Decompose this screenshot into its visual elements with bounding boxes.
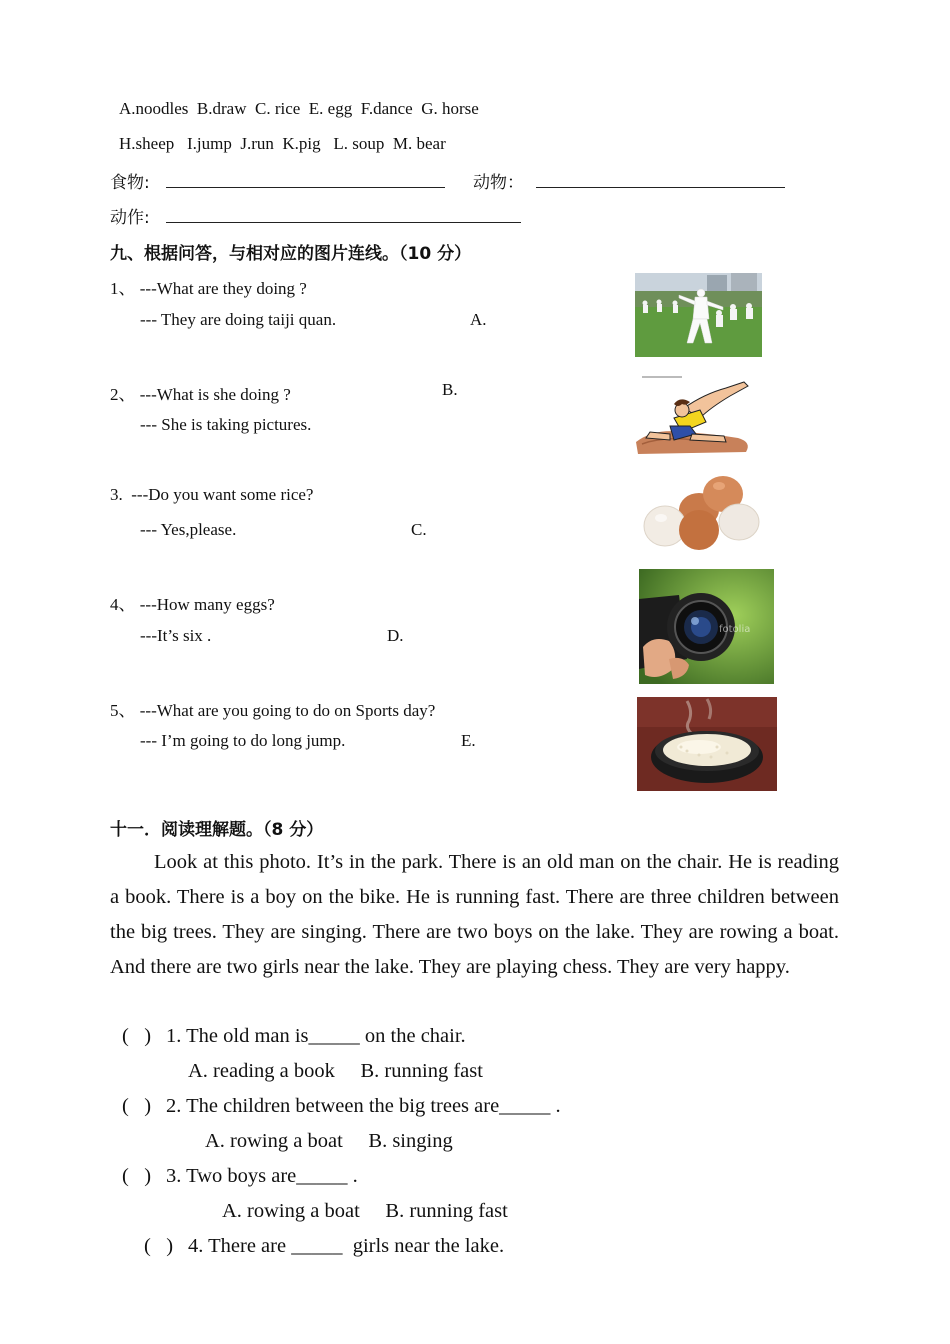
q5-question: 5、 ---What are you going to do on Sports day? <box>110 701 436 720</box>
q2-letter: B. <box>442 380 458 399</box>
reading-q1: 1. The old man is_____ on the chair. <box>166 1025 466 1047</box>
food-label: 食物: <box>110 173 150 193</box>
word-bank-line-1: A.noodles B.draw C. rice E. egg F.dance G. horse <box>119 99 479 118</box>
reading-passage <box>110 845 839 985</box>
reading-q2-options: A. rowing a boat B. singing <box>205 1130 453 1152</box>
answer-bracket-1[interactable]: ( ) <box>122 1025 152 1047</box>
q1-answer: --- They are doing taiji quan. <box>140 310 337 329</box>
q3-letter: C. <box>411 520 427 539</box>
reading-q4: 4. There are _____ girls near the lake. <box>188 1235 505 1257</box>
food-answer-line[interactable] <box>166 187 445 188</box>
q3-question: 3. ---Do you want some rice? <box>110 485 314 504</box>
answer-bracket-4[interactable]: ( ) <box>144 1235 174 1257</box>
answer-bracket-2[interactable]: ( ) <box>122 1095 152 1117</box>
long-jump-photo-icon[interactable] <box>634 374 767 456</box>
taiji-photo-icon[interactable] <box>635 273 762 357</box>
animal-label: 动物： <box>473 173 524 193</box>
q4-answer: ---It’s six . <box>140 626 212 645</box>
animal-answer-line[interactable] <box>536 187 785 188</box>
reading-q3-options: A. rowing a boat B. running fast <box>222 1200 508 1222</box>
answer-bracket-3[interactable]: ( ) <box>122 1165 152 1187</box>
section-9-title: 九、根据问答，与相对应的图片连线。（10 分） <box>110 244 472 264</box>
reading-q1-options: A. reading a book B. running fast <box>188 1060 483 1082</box>
q2-answer: --- She is taking pictures. <box>140 415 312 434</box>
reading-passage-text: Look at this photo. It’s in the park. There is an old man on the chair. He is reading a book. There is a boy on the bike. He is running fast. There are three children between the big trees. They are singing. There are two boys on the lake. They are rowing a boat. And there are two girls near the lake. They are playing chess. They are very happy. <box>110 851 839 978</box>
reading-q2: 2. The children between the big trees are_____ . <box>166 1095 561 1117</box>
q2-question: 2、 ---What is she doing ? <box>110 385 291 404</box>
reading-q3: 3. Two boys are_____ . <box>166 1165 358 1187</box>
action-label: 动作: <box>110 208 150 228</box>
word-bank-line-2: H.sheep I.jump J.run K.pig L. soup M. bear <box>119 134 446 153</box>
q5-answer: --- I’m going to do long jump. <box>140 731 346 750</box>
q1-question: 1、 ---What are they doing ? <box>110 279 307 298</box>
q1-letter: A. <box>470 310 487 329</box>
camera-photo-icon[interactable] <box>639 569 774 684</box>
q4-question: 4、 ---How many eggs? <box>110 595 275 614</box>
eggs-photo-icon[interactable] <box>641 466 767 556</box>
q5-letter: E. <box>461 731 476 750</box>
q4-letter: D. <box>387 626 404 645</box>
q3-answer: --- Yes,please. <box>140 520 237 539</box>
rice-pot-photo-icon[interactable] <box>637 697 777 791</box>
action-answer-line[interactable] <box>166 222 521 223</box>
fotolia-watermark: fotolia <box>719 624 751 635</box>
section-11-title: 十一．阅读理解题。（8 分） <box>110 820 324 840</box>
